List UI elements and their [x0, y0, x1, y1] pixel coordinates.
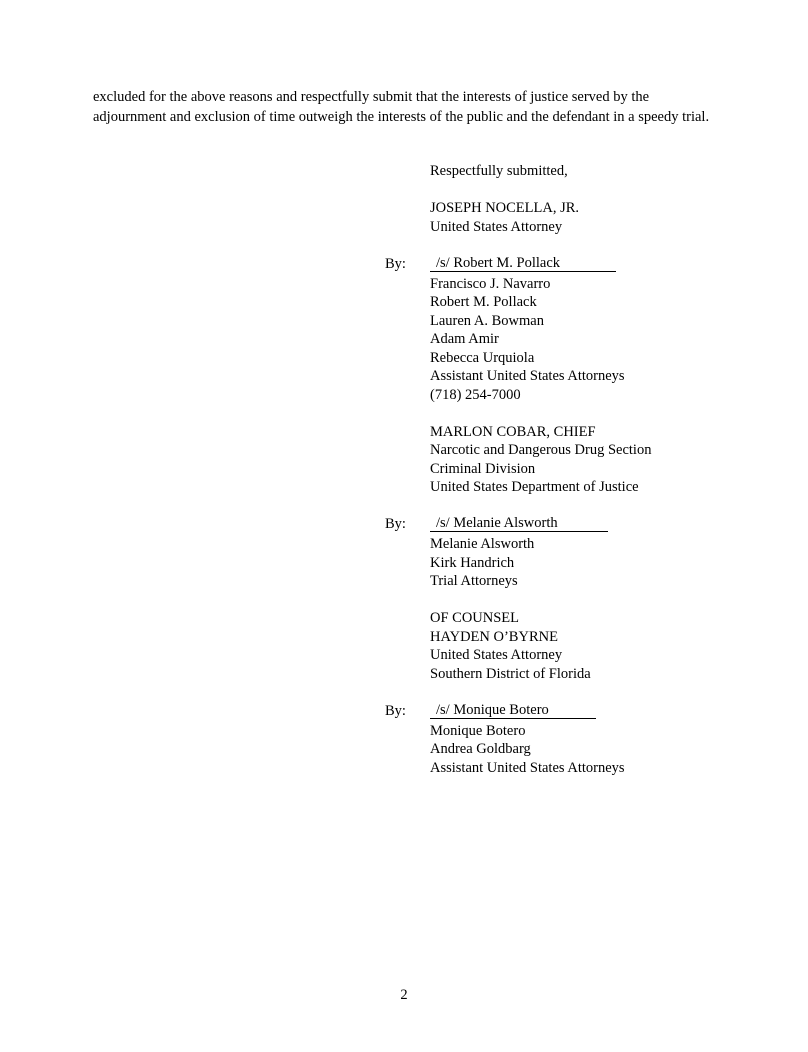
- counsel-district: Southern District of Florida: [430, 665, 591, 682]
- signer-title: Assistant United States Attorneys: [430, 368, 625, 384]
- signer-name: Andrea Goldbarg: [430, 741, 531, 757]
- signer-name: Monique Botero: [430, 722, 526, 739]
- signer-title: Assistant United States Attorneys: [430, 759, 625, 776]
- page-number: 2: [400, 987, 408, 1003]
- phone-number: (718) 254-7000: [430, 386, 521, 403]
- signer-name: Lauren A. Bowman: [430, 312, 544, 329]
- by-block-alsworth: [385, 515, 651, 591]
- by-label: By:: [385, 516, 406, 532]
- by-label: By:: [385, 702, 406, 719]
- counsel-name: HAYDEN O’BYRNE: [430, 628, 558, 645]
- signer-name: Kirk Handrich: [430, 554, 515, 571]
- counsel-title: United States Attorney: [430, 647, 563, 663]
- by-block-pollack: [385, 254, 651, 405]
- signature-line-botero: /s/ Monique Botero: [430, 702, 596, 719]
- signer-name: Rebecca Urquiola: [430, 349, 535, 366]
- signature-line-alsworth: /s/ Melanie Alsworth: [430, 515, 608, 532]
- attorney-name: JOSEPH NOCELLA, JR.: [430, 200, 580, 216]
- signer-name: Melanie Alsworth: [430, 536, 535, 552]
- by-row: [385, 515, 651, 535]
- signer-name: Francisco J. Navarro: [430, 275, 551, 292]
- chief-name: MARLON COBAR, CHIEF: [430, 423, 596, 440]
- body-paragraph: excluded for the above reasons and respectfully submit that the interests of justice served by the adjournment and exclusion of time outweigh the interests of the public and the defendant in a speedy trial.: [93, 89, 710, 125]
- closing-line: Respectfully submitted,: [430, 163, 568, 179]
- signer-title: Trial Attorneys: [430, 573, 518, 589]
- us-attorney-block: [430, 199, 651, 236]
- signature-section: [385, 162, 652, 777]
- of-counsel-label: OF COUNSEL: [430, 610, 520, 626]
- by-row: [385, 701, 651, 722]
- signer-name: Robert M. Pollack: [430, 294, 537, 310]
- of-counsel-block: [430, 609, 651, 683]
- attorney-title: United States Attorney: [430, 218, 563, 235]
- signature-line-pollack: /s/ Robert M. Pollack: [430, 255, 616, 272]
- by-row: [385, 254, 651, 275]
- by-block-botero: [385, 701, 651, 778]
- signer-name: Adam Amir: [430, 331, 499, 347]
- section-name: Narcotic and Dangerous Drug Section: [430, 442, 652, 458]
- doj-block: [430, 423, 651, 497]
- division-name: Criminal Division: [430, 460, 536, 477]
- by-label: By:: [385, 255, 406, 272]
- department-name: United States Department of Justice: [430, 479, 639, 495]
